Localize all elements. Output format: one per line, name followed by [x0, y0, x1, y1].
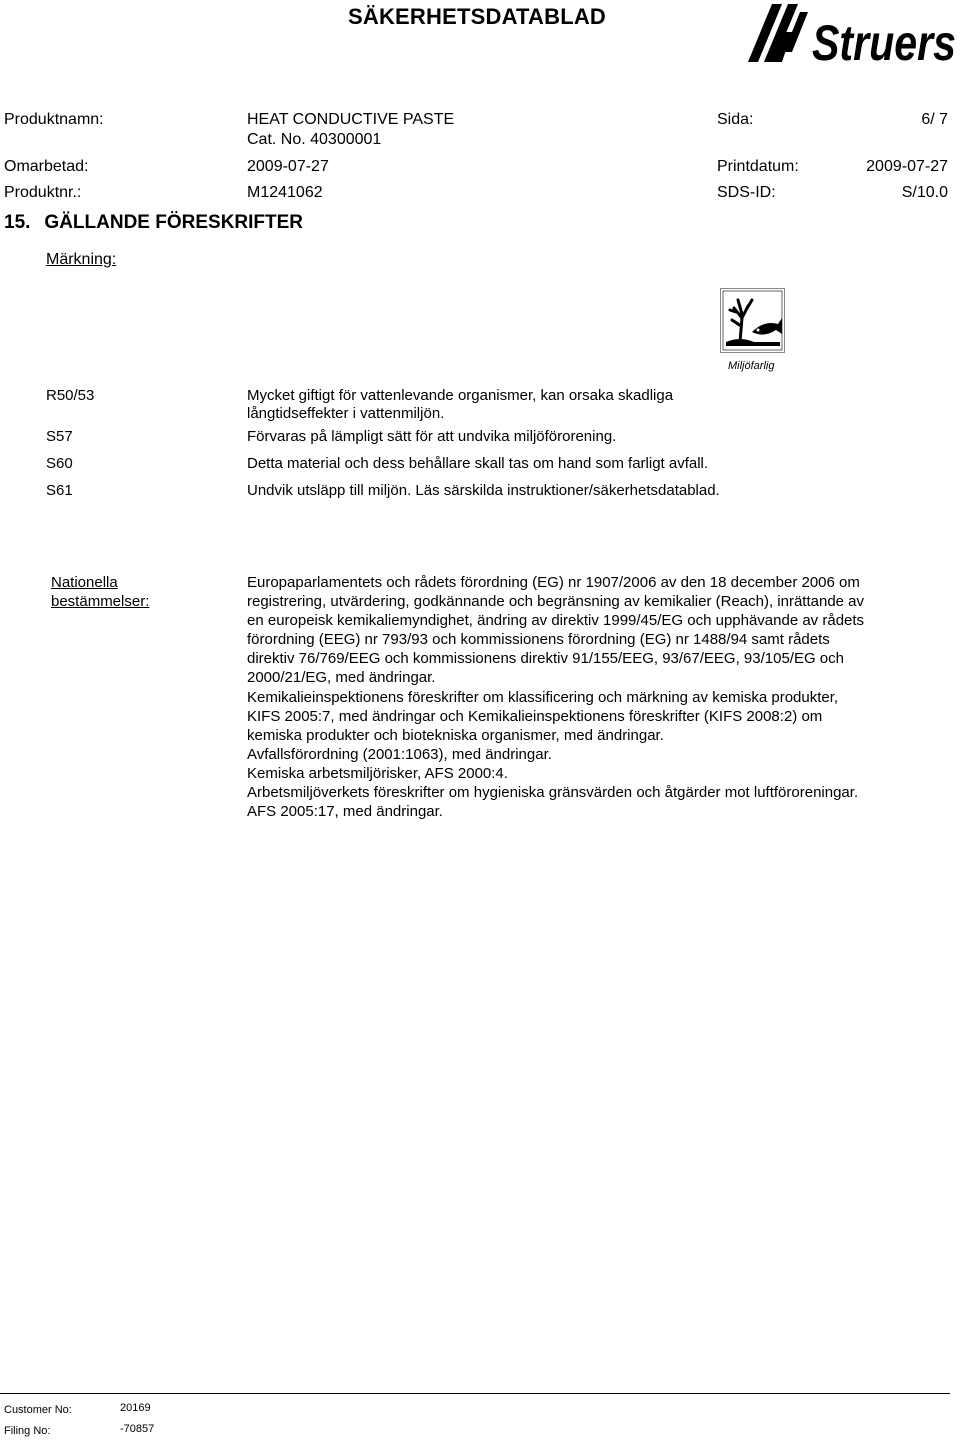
phrase-code-s61: S61 [46, 482, 73, 499]
customer-no-label: Customer No: [4, 1404, 72, 1416]
national-line: en europeisk kemikaliemyndighet, ändring av direktiv 1999/45/EG och upphävande av rådets [247, 612, 865, 630]
national-line: Europaparlamentets och rådets förordning (EG) nr 1907/2006 av den 18 december 2006 om [247, 574, 860, 591]
section-title: GÄLLANDE FÖRESKRIFTER [44, 212, 304, 233]
national-line: Kemikalieinspektionens föreskrifter om klassificering och märkning av kemiska produkter, [247, 688, 839, 706]
phrase-text-s57: Förvaras på lämpligt sätt för att undvika miljöförorening. [247, 428, 617, 445]
document-title: SÄKERHETSDATABLAD [348, 4, 607, 29]
product-name-value: HEAT CONDUCTIVE PASTE [247, 111, 455, 128]
section-number: 15. [4, 212, 31, 233]
sds-id-value: S/10.0 [901, 184, 948, 201]
phrase-text-s60: Detta material och dess behållare skall tas om hand som farligt avfall. [247, 455, 709, 472]
phrase-text-s61: Undvik utsläpp till miljön. Läs särskilda instruktioner/säkerhetsdatablad. [247, 482, 720, 499]
footer-divider [0, 1393, 950, 1394]
struers-logo [744, 2, 958, 66]
sds-id-label: SDS-ID: [717, 184, 776, 201]
phrase-code-s57: S57 [46, 428, 73, 445]
customer-no-value: 20169 [120, 1402, 151, 1414]
logo-wordmark: Struers [812, 15, 956, 66]
revised-label: Omarbetad: [4, 158, 89, 175]
national-label-line2: bestämmelser: [51, 593, 150, 610]
pictogram-label: Miljöfarlig [728, 360, 775, 372]
national-line: Avfallsförordning (2001:1063), med ändringar. [247, 745, 552, 763]
product-no-label: Produktnr.: [4, 184, 82, 201]
national-line: kemiska produkter och biotekniska organismer, med ändringar. [247, 726, 664, 744]
print-date-value: 2009-07-27 [866, 158, 948, 175]
cat-no-value: Cat. No. 40300001 [247, 131, 382, 148]
phrase-code-r50-53: R50/53 [46, 387, 95, 404]
national-label-line1: Nationella [51, 574, 118, 591]
page-value: 6/ 7 [921, 111, 948, 128]
phrase-text-r50-53-line1: Mycket giftigt för vattenlevande organismer, kan orsaka skadliga [247, 387, 674, 404]
marking-label: Märkning: [46, 251, 117, 268]
environment-hazard-icon [720, 288, 785, 353]
phrase-text-r50-53-line2: långtidseffekter i vattenmiljön. [247, 405, 445, 422]
filing-no-value: -70857 [120, 1423, 155, 1435]
phrase-code-s60: S60 [46, 455, 73, 472]
national-regulations-label [51, 573, 149, 611]
national-line: förordning (EEG) nr 793/93 och kommissionens förordning (EG) nr 1488/94 samt rådets [247, 631, 830, 649]
revised-value: 2009-07-27 [247, 158, 329, 175]
national-line: KIFS 2005:7, med ändringar och Kemikalieinspektionens föreskrifter (KIFS 2008:2) om [247, 707, 823, 725]
product-no-value: M1241062 [247, 184, 323, 201]
national-line: Kemiska arbetsmiljörisker, AFS 2000:4. [247, 764, 508, 782]
national-line: Arbetsmiljöverkets föreskrifter om hygieniska gränsvärden och åtgärder mot luftföroreningar. [247, 784, 859, 802]
page-label: Sida: [717, 111, 754, 128]
national-line: AFS 2005:17, med ändringar. [247, 803, 443, 821]
print-date-label: Printdatum: [717, 158, 799, 175]
filing-no-label: Filing No: [4, 1425, 51, 1437]
national-line: direktiv 76/769/EEG och kommissionens direktiv 91/155/EEG, 93/67/EEG, 93/105/EG och [247, 650, 844, 668]
product-name-label: Produktnamn: [4, 111, 104, 128]
section-heading [4, 212, 303, 234]
national-line: 2000/21/EG, med ändringar. [247, 669, 436, 687]
national-line: registrering, utvärdering, godkännande och begränsning av kemikalier (Reach), inrättande av [247, 593, 865, 611]
national-regulations-text [247, 573, 947, 821]
